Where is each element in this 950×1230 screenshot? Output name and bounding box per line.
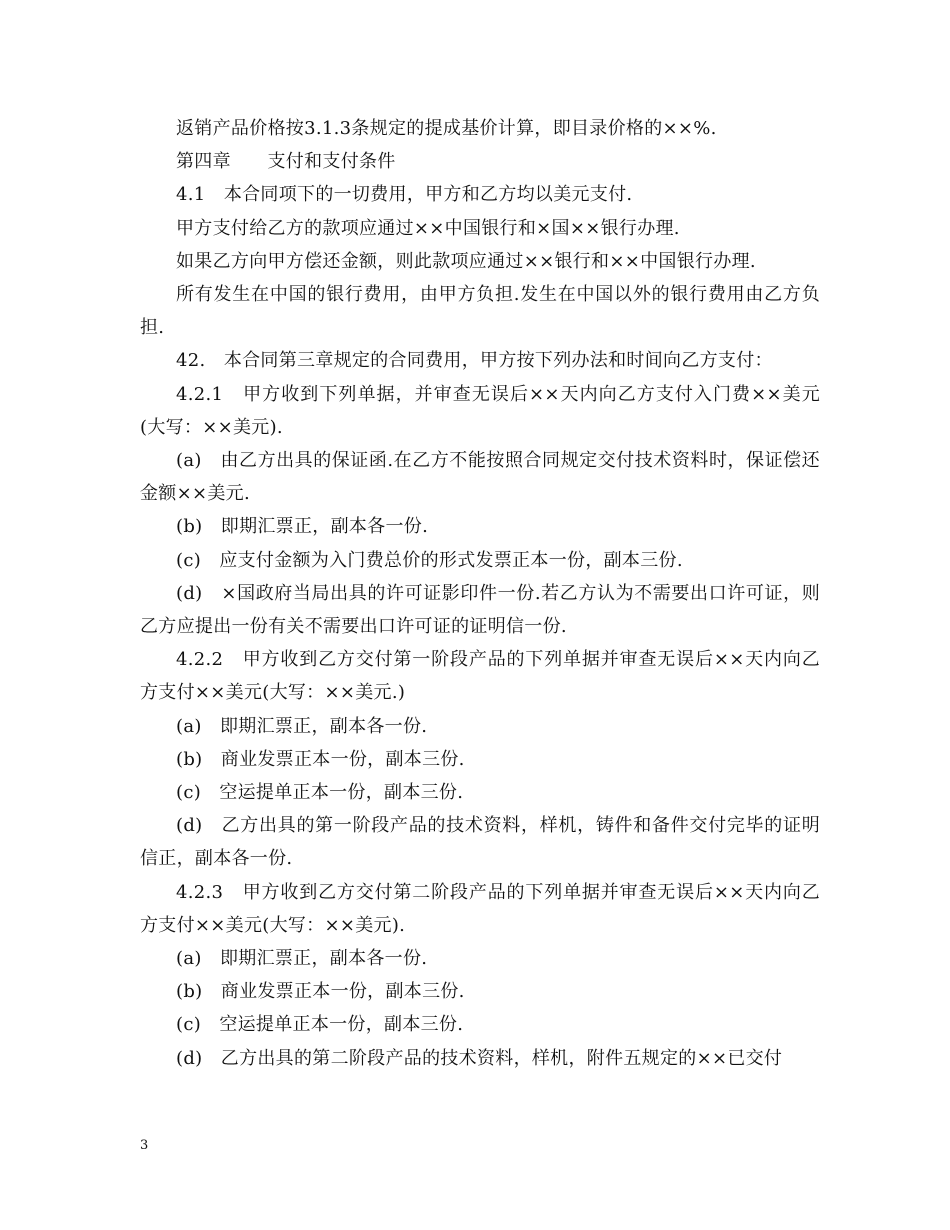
list-item: (b) 商业发票正本一份，副本三份.	[176, 981, 465, 1003]
list-item: (a) 即期汇票正，副本各一份.	[176, 948, 428, 970]
list-item: (d) 乙方出具的第一阶段产品的技术资料，样机，铸件和备件交付完毕的证明信正，副本各一份.	[140, 815, 820, 870]
paragraph: 4.2.2 甲方收到乙方交付第一阶段产品的下列单据并审查无误后××天内向乙方支付××美元(大写：××美元.)	[140, 649, 820, 704]
paragraph: 如果乙方向甲方偿还金额，则此款项应通过××银行和××中国银行办理.	[176, 250, 756, 272]
paragraph: 甲方支付给乙方的款项应通过××中国银行和×国××银行办理.	[176, 217, 680, 239]
paragraph: 4.1 本合同项下的一切费用，甲方和乙方均以美元支付.	[176, 184, 633, 206]
page-number: 3	[140, 1138, 149, 1153]
paragraph: 42. 本合同第三章规定的合同费用，甲方按下列办法和时间向乙方支付：	[176, 350, 773, 372]
list-item: (d) ×国政府当局出具的许可证影印件一份.若乙方认为不需要出口许可证，则乙方应提出一份有关不需要出口许可证的证明信一份.	[140, 582, 820, 638]
list-item: (c) 空运提单正本一份，副本三份.	[176, 782, 464, 804]
list-item: (d) 乙方出具的第二阶段产品的技术资料，样机，附件五规定的××已交付	[176, 1047, 783, 1069]
list-item: (a) 由乙方出具的保证函.在乙方不能按照合同规定交付技术资料时，保证偿还金额××美元.	[140, 450, 820, 505]
chapter-heading: 第四章 支付和支付条件	[176, 151, 396, 173]
list-item: (c) 应支付金额为入门费总价的形式发票正本一份，副本三份.	[176, 549, 683, 571]
paragraph: 所有发生在中国的银行费用，由甲方负担.发生在中国以外的银行费用由乙方负担.	[140, 284, 820, 339]
list-item: (b) 商业发票正本一份，副本三份.	[176, 748, 465, 770]
list-item: (c) 空运提单正本一份，副本三份.	[176, 1014, 464, 1036]
list-item: (a) 即期汇票正，副本各一份.	[176, 715, 428, 737]
list-item: (b) 即期汇票正，副本各一份.	[176, 516, 429, 538]
paragraph: 4.2.3 甲方收到乙方交付第二阶段产品的下列单据并审查无误后××天内向乙方支付××美元(大写：××美元).	[140, 881, 820, 936]
paragraph: 返销产品价格按3.1.3条规定的提成基价计算，即目录价格的××%.	[176, 118, 717, 139]
paragraph: 4.2.1 甲方收到下列单据，并审查无误后××天内向乙方支付入门费××美元(大写：××美元).	[140, 383, 820, 438]
document-body	[140, 112, 820, 1075]
